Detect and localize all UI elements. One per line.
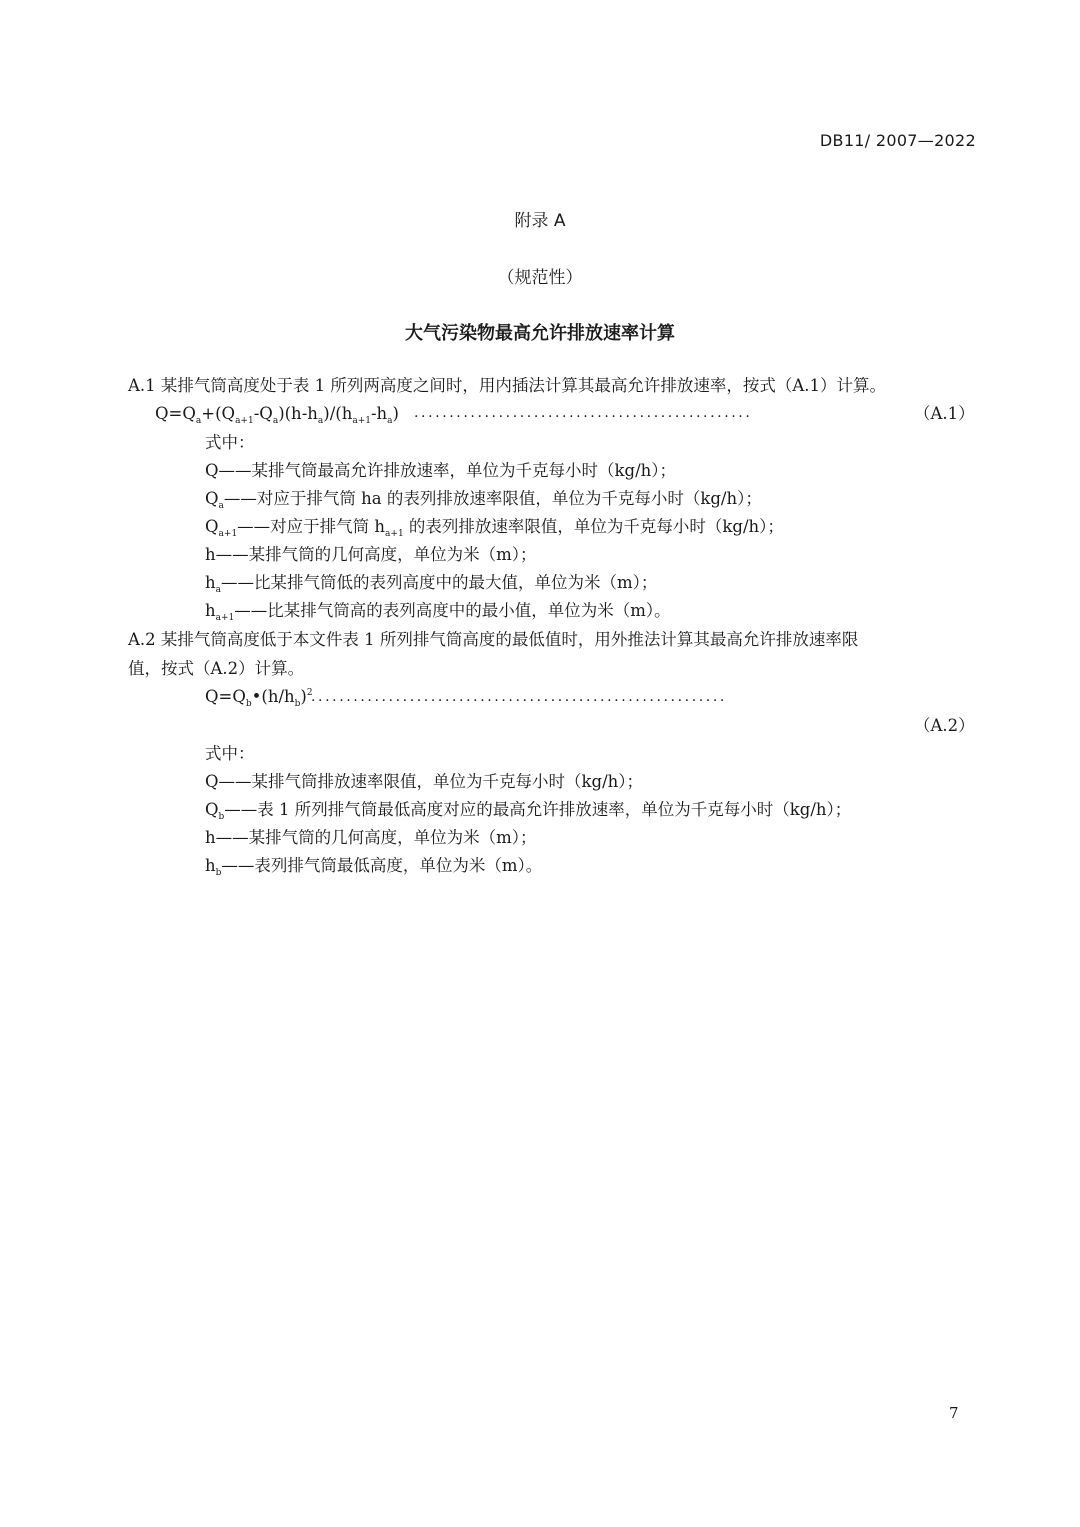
def-a1-qa1: $Q_{a+1}——$对应于排气筒 $h_{a+1}$ 的表列排放速率限值，单位为千克每小时（kg/h）；	[205, 517, 784, 539]
def-a2-h: h——某排气筒的几何高度，单位为米（m）；	[205, 828, 537, 847]
formula-a1-number: （A.1）	[914, 404, 975, 423]
def-a1-ha: $h_a——$比某排气筒低的表列高度中的最大值，单位为米（m）；	[205, 573, 658, 595]
document-code: DB11/ 2007—2022	[819, 131, 976, 150]
clause-a2-line2: 值，按式（A.2）计算。	[128, 659, 305, 678]
def-a2-q: Q——某排气筒排放速率限值，单位为千克每小时（kg/h）；	[205, 772, 644, 791]
appendix-title: 附录 A	[514, 211, 566, 231]
formula-a2: $Q=Q_b•(h/h_b)^2$	[205, 687, 313, 709]
where-label-a1: 式中：	[205, 433, 255, 452]
clause-a2-line1: A.2 某排气筒高度低于本文件表 1 所列排气筒高度的最低值时，用外推法计算其最高允许排放速率限	[128, 630, 859, 649]
clause-a1: A.1 某排气筒高度处于表 1 所列两高度之间时，用内插法计算其最高允许排放速率，按式（A.1）计算。	[128, 376, 887, 395]
formula-a2-leader: ...........................................................	[311, 689, 727, 705]
where-label-a2: 式中：	[205, 744, 255, 763]
appendix-type: （规范性）	[497, 268, 583, 288]
page-number: 7	[949, 1404, 959, 1422]
appendix-heading: 大气污染物最高允许排放速率计算	[405, 323, 675, 344]
def-a1-qa: $Q_a——$对应于排气筒 ha 的表列排放速率限值，单位为千克每小时（kg/h）；	[205, 489, 762, 511]
def-a2-hb: $h_b——$表列排气筒最低高度，单位为米（m）。	[205, 856, 543, 878]
formula-a1: $Q=Q_a+(Q_{a+1}-Q_a)(h-h_a)/(h_{a+1}-h_a)$	[155, 404, 399, 426]
formula-a1-leader: ................................................	[414, 405, 753, 421]
def-a1-h: h——某排气筒的几何高度，单位为米（m）；	[205, 545, 537, 564]
def-a1-q: Q——某排气筒最高允许排放速率，单位为千克每小时（kg/h）；	[205, 461, 677, 480]
formula-a2-number: （A.2）	[914, 716, 975, 735]
def-a1-ha1: $h_{a+1}——$比某排气筒高的表列高度中的最小值，单位为米（m）。	[205, 601, 671, 623]
def-a2-qb: $Q_b——$表 1 所列排气筒最低高度对应的最高允许排放速率，单位为千克每小时（kg/h）；	[205, 800, 852, 822]
